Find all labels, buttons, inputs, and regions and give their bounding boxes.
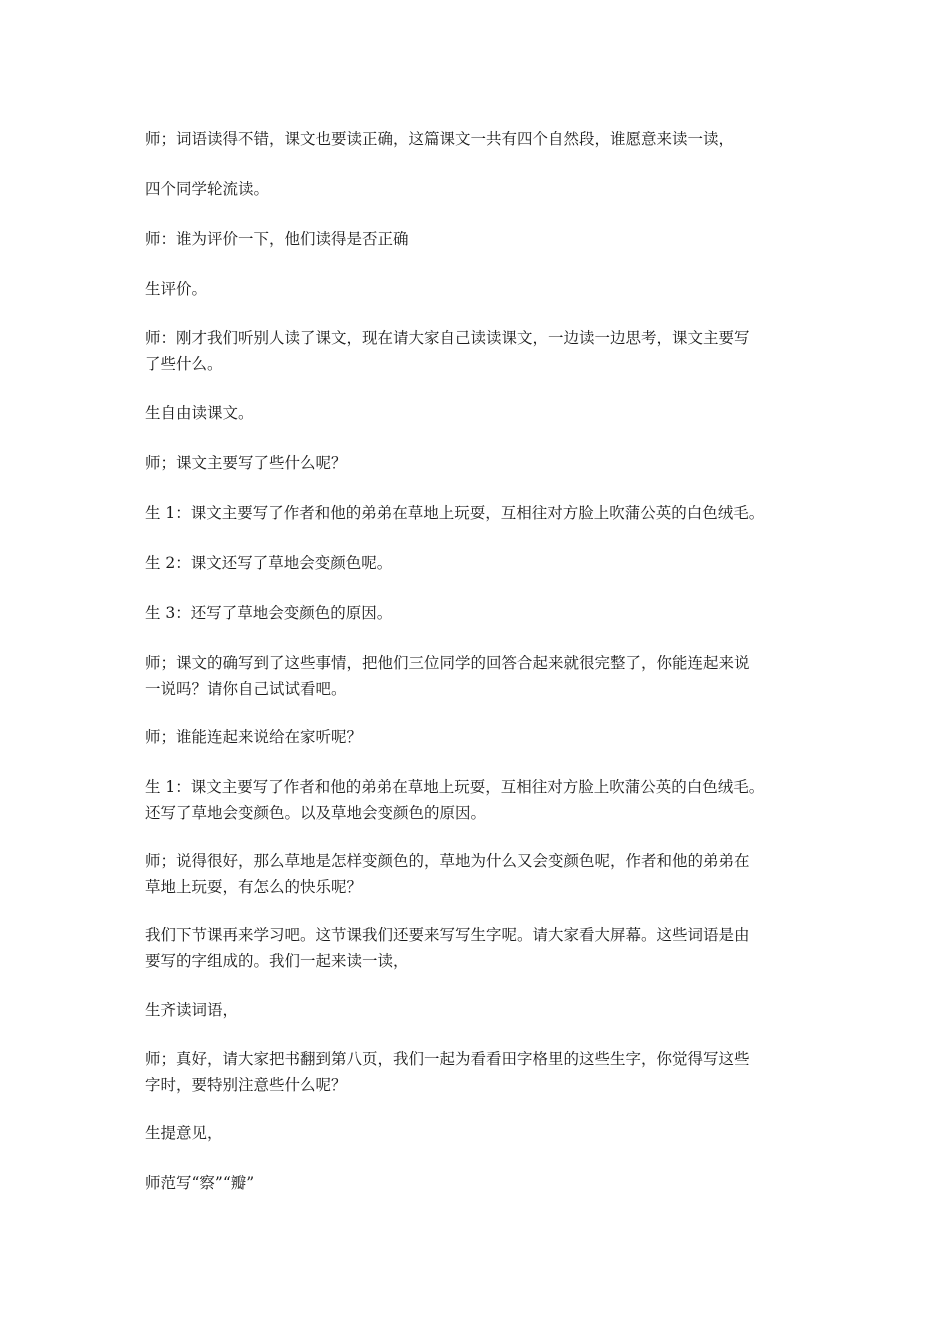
paragraph-1: 师；词语读得不错，课文也要读正确，这篇课文一共有四个自然段，谁愿意来读一读， xyxy=(145,130,735,148)
paragraph-4: 生评价。 xyxy=(145,280,208,298)
paragraph-12: 师；谁能连起来说给在家听呢？ xyxy=(145,728,363,746)
paragraph-8: 生 1：课文主要写了作者和他的弟弟在草地上玩耍，互相往对方脸上吹蒲公英的白色绒毛。 xyxy=(145,504,765,522)
paragraph-16: 生齐读词语， xyxy=(145,1001,239,1019)
paragraph-5: 师：刚才我们听别人读了课文，现在请大家自己读读课文，一边读一边思考，课文主要写 了些什么。 xyxy=(145,329,750,373)
paragraph-15: 我们下节课再来学习吧。这节课我们还要来写写生字呢。请大家看大屏幕。这些词语是由 要写的字组成的。我们一起来读一读， xyxy=(145,926,750,970)
paragraph-10: 生 3：还写了草地会变颜色的原因。 xyxy=(145,604,393,622)
paragraph-13: 生 1：课文主要写了作者和他的弟弟在草地上玩耍，互相往对方脸上吹蒲公英的白色绒毛。 还写了草地会变颜色。以及草地会变颜色的原因。 xyxy=(145,778,765,822)
paragraph-17: 师；真好，请大家把书翻到第八页，我们一起为看看田字格里的这些生字，你觉得写这些 字时，要特别注意些什么呢？ xyxy=(145,1050,750,1094)
paragraph-6: 生自由读课文。 xyxy=(145,404,254,422)
paragraph-9: 生 2：课文还写了草地会变颜色呢。 xyxy=(145,554,393,572)
paragraph-11: 师；课文的确写到了这些事情，把他们三位同学的回答合起来就很完整了，你能连起来说 一说吗？请你自己试试看吧。 xyxy=(145,654,750,698)
paragraph-7: 师；课文主要写了些什么呢？ xyxy=(145,454,347,472)
paragraph-14: 师；说得很好，那么草地是怎样变颜色的，草地为什么又会变颜色呢，作者和他的弟弟在 草地上玩耍，有怎么的快乐呢？ xyxy=(145,852,750,896)
paragraph-19: 师范写“察”“瓣” xyxy=(145,1174,255,1192)
paragraph-18: 生提意见， xyxy=(145,1124,223,1142)
paragraph-2: 四个同学轮流读。 xyxy=(145,180,270,198)
paragraph-3: 师：谁为评价一下，他们读得是否正确 xyxy=(145,230,409,248)
